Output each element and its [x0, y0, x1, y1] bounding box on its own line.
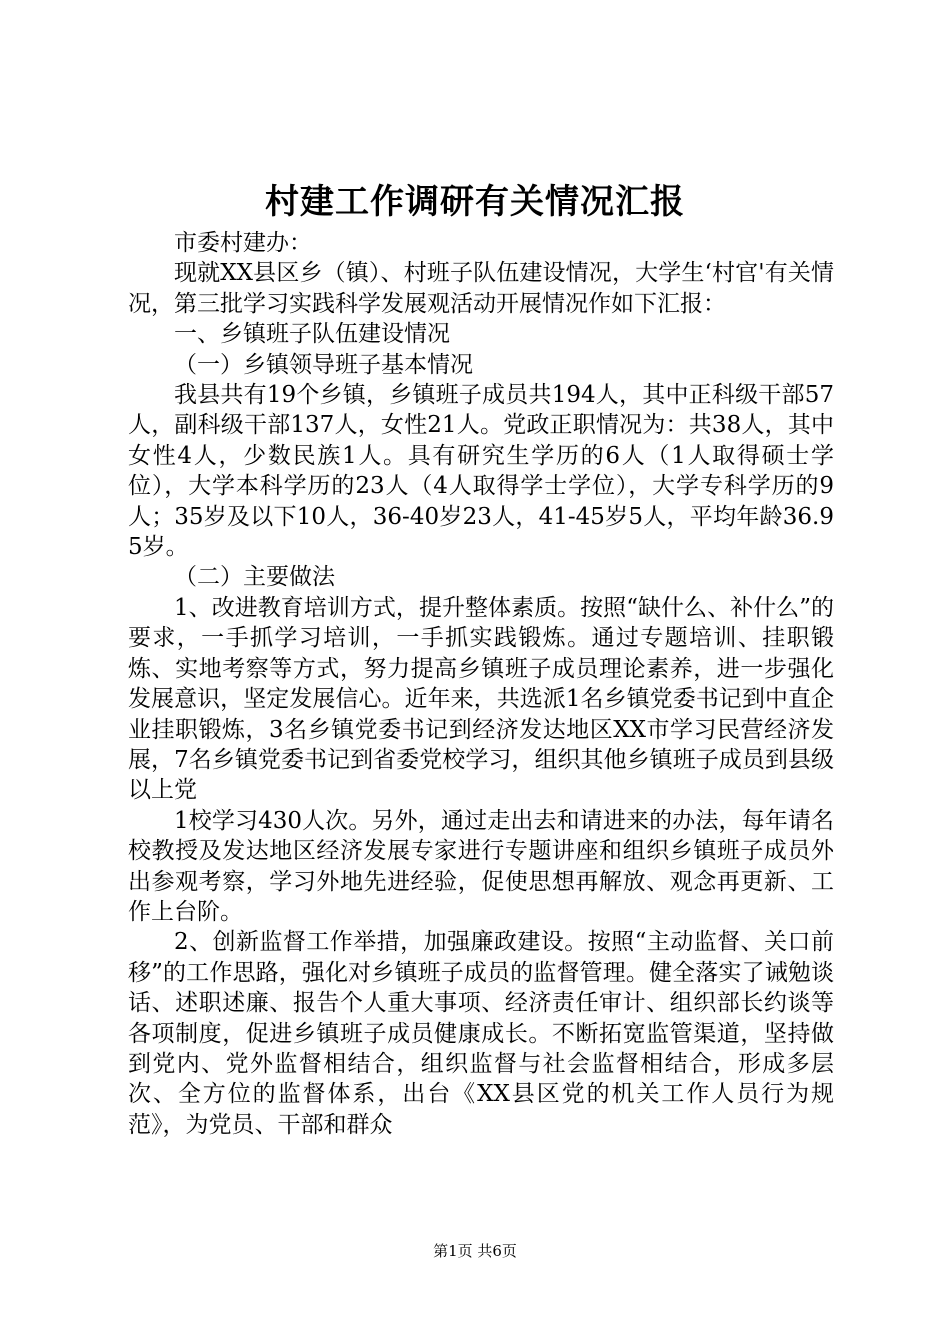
- body-paragraph: 1校学习430人次。另外，通过走出去和请进来的办法，每年请名校教授及发达地区经济发展专家进行专题讲座和组织乡镇班子成员外出参观考察，学习外地先进经验，促使思想再解放、观念再更新、工作上台阶。: [128, 807, 834, 925]
- salutation: 市委村建办：: [174, 230, 312, 256]
- subsection-heading: （二）主要做法: [174, 564, 335, 591]
- page-footer: 第1页 共6页: [433, 1242, 517, 1260]
- subsection-heading: （一）乡镇领导班子基本情况: [174, 351, 473, 378]
- section-heading: 一、乡镇班子队伍建设情况: [174, 321, 450, 348]
- body-paragraph: 1、改进教育培训方式，提升整体素质。按照“缺什么、补什么”的要求，一手抓学习培训，一手抓实践锻炼。通过专题培训、挂职锻炼、实地考察等方式，努力提高乡镇班子成员理论素养，进一步强化发展意识，坚定发展信心。近年来，共选派1名乡镇党委书记到中直企业挂职锻炼，3名乡镇党委书记到经济发达地区XX市学习民营经济发展，7名乡镇党委书记到省委党校学习，组织其他乡镇班子成员到县级以上党: [128, 594, 834, 804]
- body-paragraph: 2、创新监督工作举措，加强廉政建设。按照“主动监督、关口前移”的工作思路，强化对乡镇班子成员的监督管理。健全落实了诫勉谈话、述职述廉、报告个人重大事项、经济责任审计、组织部长约谈等各项制度，促进乡镇班子成员健康成长。不断拓宽监管渠道，坚持做到党内、党外监督相结合，组织监督与社会监督相结合，形成多层次、全方位的监督体系，出台《XX县区党的机关工作人员行为规范》，为党员、干部和群众: [128, 929, 834, 1138]
- body-paragraph: 我县共有19个乡镇，乡镇班子成员共194人，其中正科级干部57人，副科级干部137人，女性21人。党政正职情况为：共38人，其中女性4人，少数民族1人。具有研究生学历的6人（1人取得硕士学位），大学本科学历的23人（4人取得学士学位），大学专科学历的9人；35岁及以下10人，36-40岁23人，41-45岁5人，平均年龄36.95岁。: [128, 382, 834, 561]
- document-title: 村建工作调研有关情况汇报: [265, 182, 685, 222]
- intro-paragraph: 现就XX县区乡（镇）、村班子队伍建设情况，大学生‘村官'有关情况，第三批学习实践科学发展观活动开展情况作如下汇报：: [128, 260, 834, 317]
- document-body: [128, 228, 834, 1140]
